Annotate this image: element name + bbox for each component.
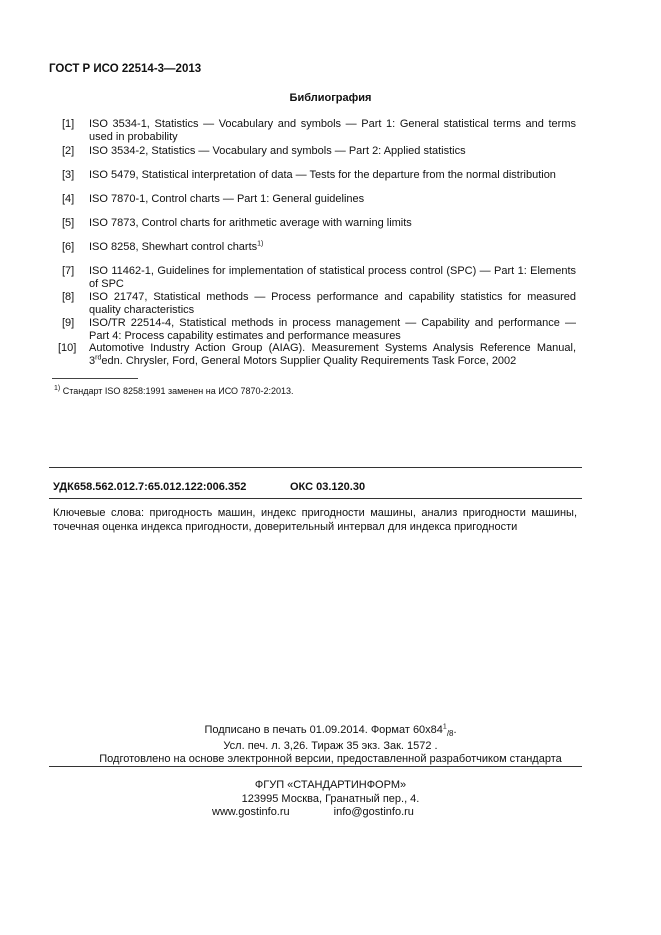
signed-end: . (453, 724, 457, 736)
bib-entry-text: ISO 7873, Control charts for arithmetic average with warning limits (89, 217, 412, 229)
bib-entry-text: ISO 3534-2, Statistics — Vocabulary and symbols — Part 2: Applied statistics (89, 145, 466, 157)
bib-entry-number: [5] (62, 217, 75, 229)
bib-entry-text (89, 241, 576, 254)
bib-entry-number: [3] (62, 169, 75, 181)
bib-entry-text: ISO 7870-1, Control charts — Part 1: General guidelines (89, 193, 365, 205)
bib-entry-number: [8] (62, 291, 75, 303)
document-code: ГОСТ Р ИСО 22514-3—2013 (49, 63, 202, 75)
ordinal-suffix: rd (95, 353, 102, 361)
oks-code: ОКС 03.120.30 (290, 481, 366, 493)
website-link[interactable]: www.gostinfo.ru (212, 806, 290, 818)
bib-entry-text: ISO 11462-1, Guidelines for implementation of statistical process control (SPC) — Part 1: Elements of SPC (89, 265, 576, 290)
footnote (54, 386, 294, 396)
divider-top (49, 467, 582, 468)
publisher-address: 123995 Москва, Гранатный пер., 4. (241, 793, 420, 805)
bib-entry-text: ISO 21747, Statistical methods — Process performance and capability statistics for measured quality characteristics (89, 291, 576, 316)
divider-middle (49, 498, 582, 499)
bib-entry-number: [2] (62, 145, 75, 157)
bib-entry-text-part: edn. Chrysler, Ford, General Motors Supplier Quality Requirements Task Force, 2002 (101, 354, 517, 367)
keywords-line-2: точечная оценка индекса пригодности, доверительный интервал для индекса пригодности (53, 520, 518, 533)
format-denominator: /8 (446, 729, 454, 739)
bib-entry-number: [7] (62, 265, 75, 277)
bib-entry-number: [1] (62, 118, 75, 130)
publisher-name: ФГУП «СТАНДАРТИНФОРМ» (254, 779, 407, 791)
divider-bottom (49, 766, 582, 767)
bibliography-title: Библиография (289, 92, 372, 104)
bib-entry-number: [9] (62, 317, 75, 329)
bib-entry-number: [10] (58, 342, 77, 354)
publisher-contacts (212, 806, 414, 818)
bib-entry-text: ISO 5479, Statistical interpretation of data — Tests for the departure from the normal distribution (89, 169, 556, 181)
bib-entry-text: ISO/TR 22514-4, Statistical methods in process management — Capability and performance — Part 4: Process capability estimates and performance measures (89, 317, 576, 342)
signed-text: Подписано в печать 01.09.2014. Формат 60x84 (204, 724, 443, 736)
format-numerator: 1 (442, 723, 447, 731)
footnote-separator (52, 378, 138, 379)
bib-entry-title: ISO 8258, Shewhart control charts (89, 241, 258, 253)
bib-entry-text (89, 342, 576, 367)
bib-entry-number: [4] (62, 193, 75, 205)
udc-code: УДК658.562.012.7:65.012.122:006.352 (53, 481, 247, 493)
bib-entry-text-part: Automotive Industry Action Group (AIAG). Measurement Systems Analysis Reference Manual, 3 (89, 342, 576, 367)
prepared-note: Подготовлено на основе электронной версии, предоставленной разработчиком стандарта (99, 753, 562, 765)
footnote-reference[interactable]: 1) (257, 240, 264, 248)
keywords (53, 507, 577, 534)
print-info: Усл. печ. л. 3,26. Тираж 35 экз. Зак. 1572 . (223, 740, 438, 752)
bib-entry-text: ISO 3534-1, Statistics — Vocabulary and symbols — Part 1: General statistical terms and terms used in probability (89, 118, 576, 143)
footnote-mark: 1) (54, 385, 61, 392)
keywords-line-1: Ключевые слова: пригодность машин, индекс пригодности машины, анализ пригодности машины, (53, 507, 577, 519)
footnote-text: Стандарт ISO 8258:1991 заменен на ИСО 7870-2:2013. (62, 386, 294, 396)
bib-entry-number: [6] (62, 241, 75, 253)
signed-for-print (0, 724, 661, 738)
email-link[interactable]: info@gostinfo.ru (333, 806, 414, 818)
